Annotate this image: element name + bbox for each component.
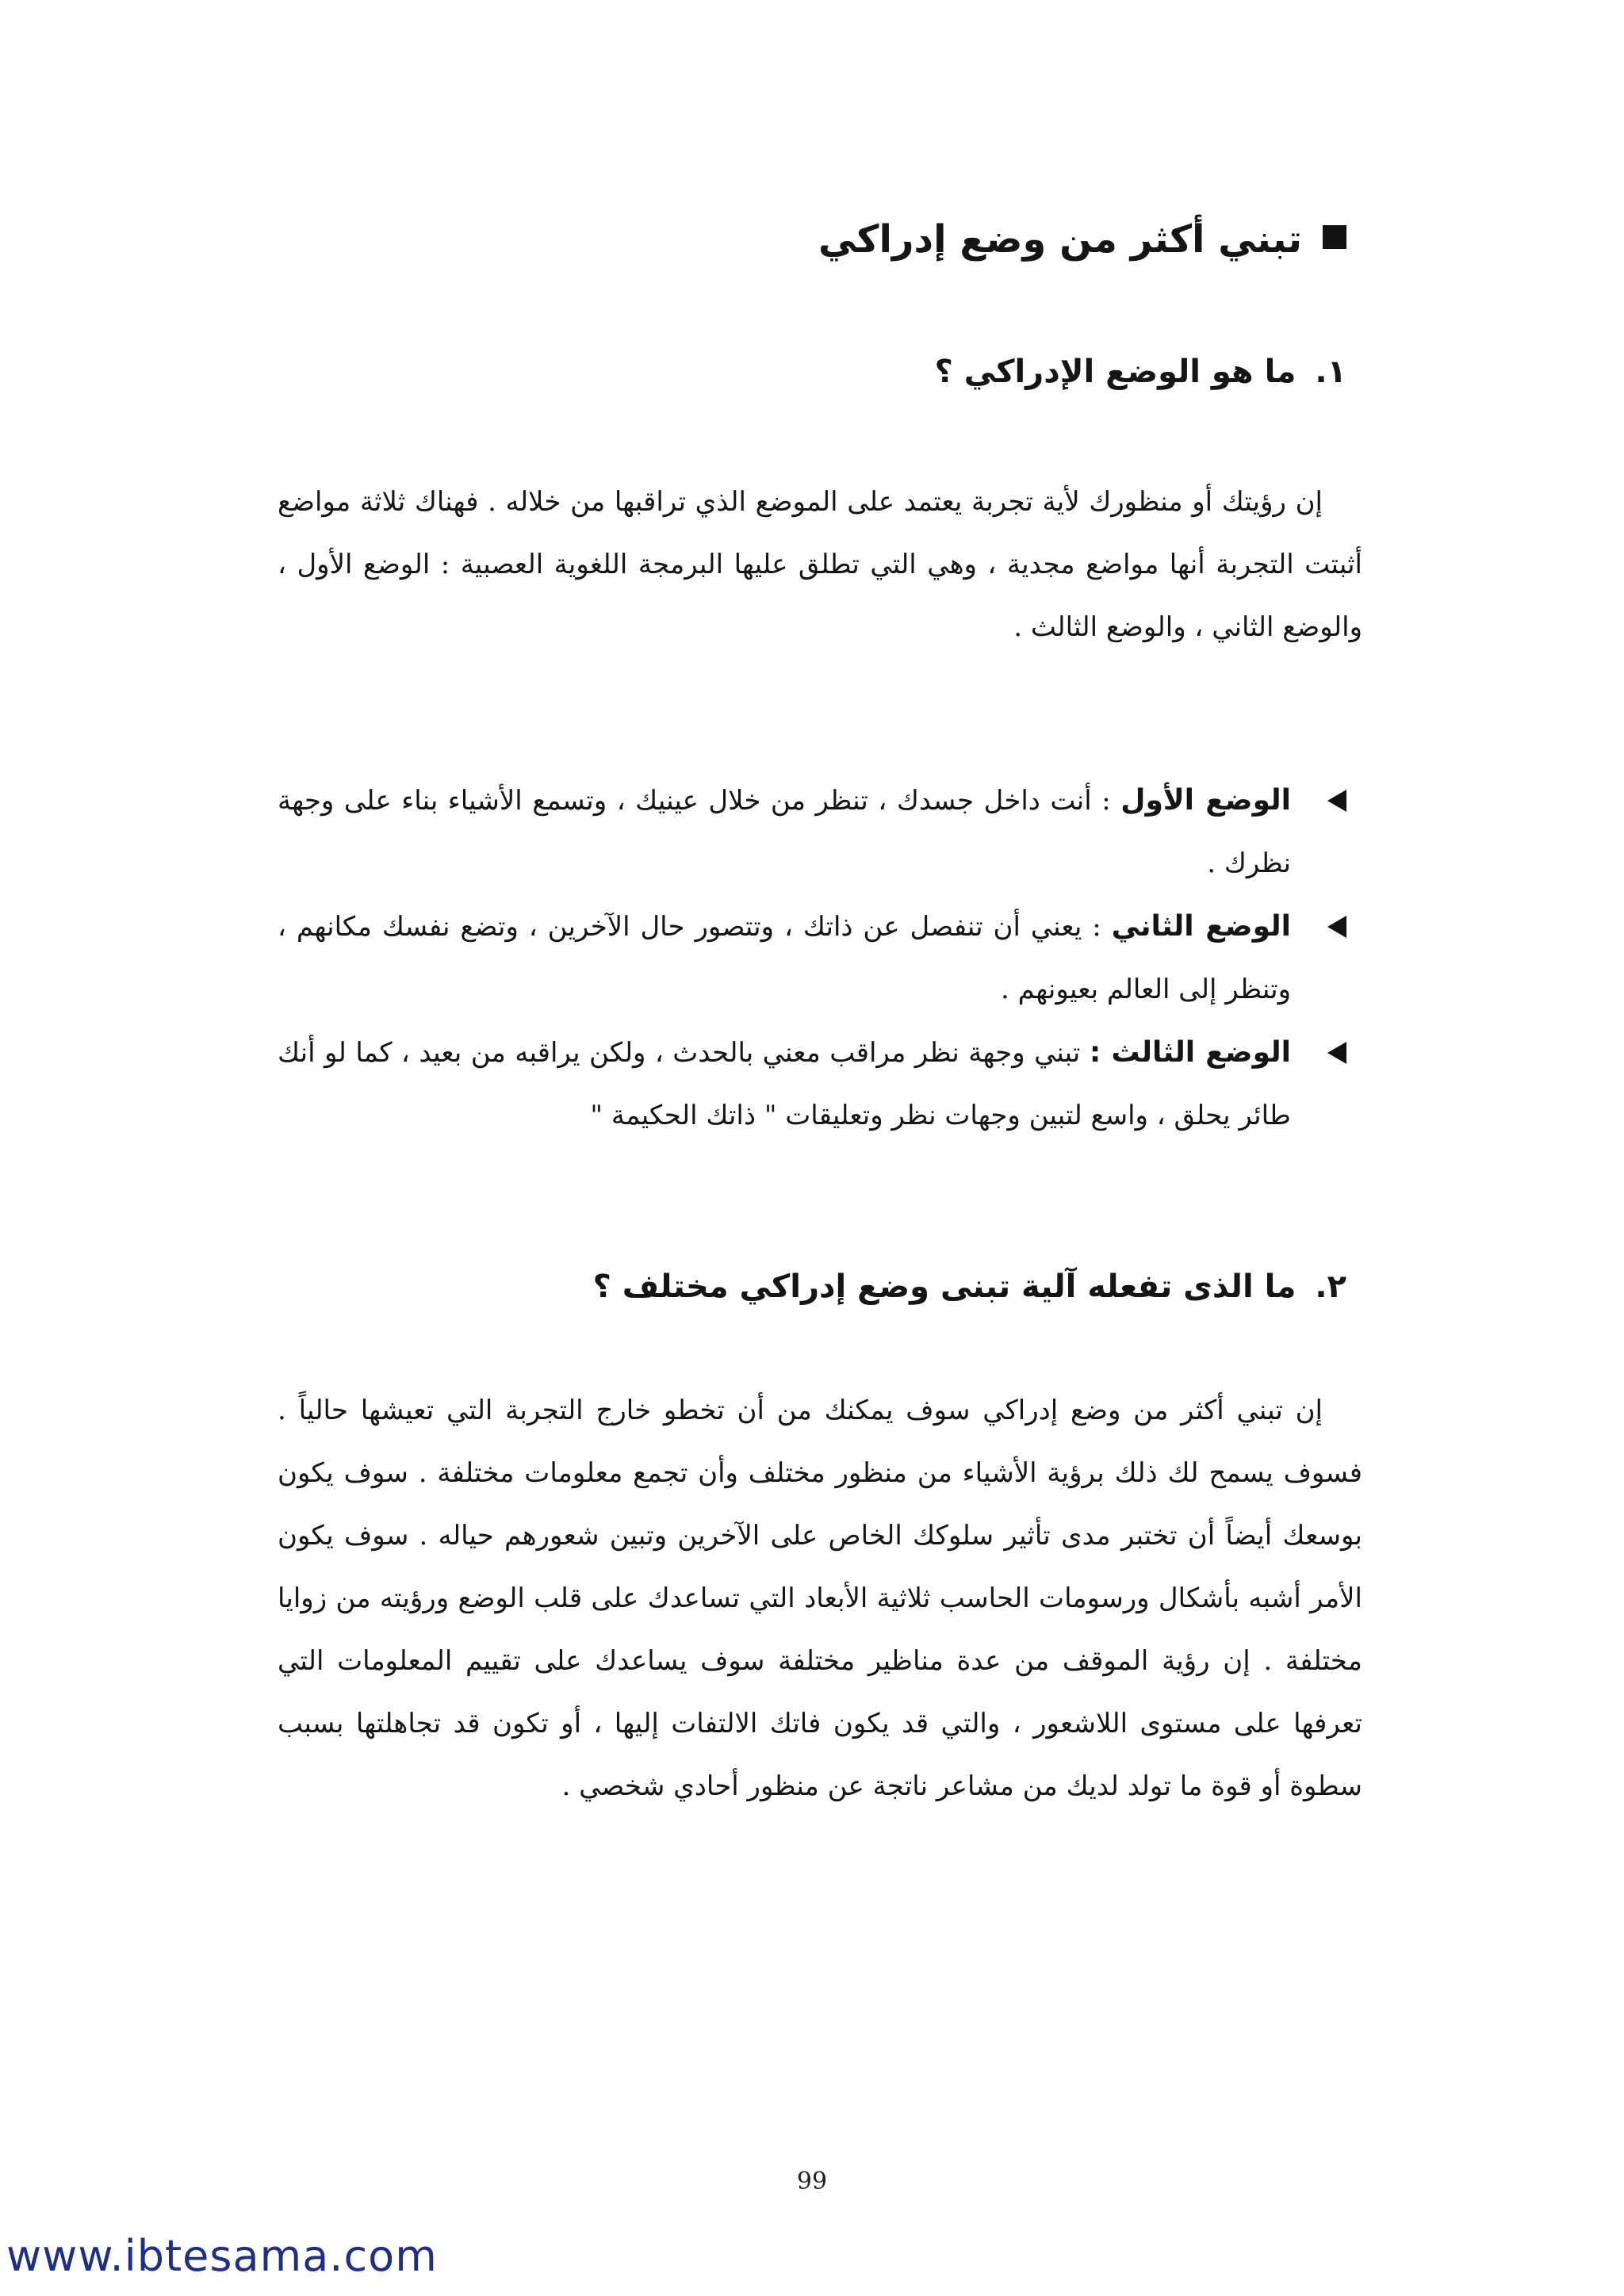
watermark-url: www.ibtesama.com [6,2231,438,2281]
page-number: 99 [796,2168,828,2195]
paragraph-2-text: إن تبني أكثر من وضع إدراكي سوف يمكنك من أن تخطو خارج التجربة التي تعيشها حالياً . فسوف يسمح لك ذلك برؤية الأشياء من منظور مختلف وأن تجمع معلومات مختلفة . سوف يكون بوسعك أيضاً أن تختبر مدى تأثير سلوكك الخاص على الآخرين وتبين شعورهم حياله . سوف يكون الأمر أشبه بأشكال ورسومات الحاسب ثلاثية الأبعاد التي تساعدك على قلب الوضع ورؤيته من زوايا مختلفة . إن رؤية الموقف من عدة مناظير مختلفة سوف يساعدك على تقييم المعلومات التي تعرفها على مستوى اللاشعور ، والتي قد يكون فاتك الالتفات إليها ، أو تكون قد تجاهلتها بسبب سطوة أو قوة ما تولد لديك من مشاعر ناتجة عن منظور أحادي شخصي . [278,1395,1362,1802]
paragraph-1-text: إن رؤيتك أو منظورك لأية تجربة يعتمد على الموضع الذي تراقبها من خلاله . فهناك ثلاثة مواضع أثبتت التجربة أنها مواضع مجدية ، وهي التي تطلق عليها البرمجة اللغوية العصبية : الوضع الأول ، والوضع الثاني ، والوضع الثالث . [278,486,1362,643]
list-item-first-position [278,769,1346,895]
paragraph-2 [278,1380,1362,1818]
triangle-bullet-icon [1327,790,1346,812]
question-heading-2 [236,1259,1346,1314]
list-item-third-position [278,1021,1346,1147]
bullet-term: الوضع الثاني [1111,910,1291,943]
question-number-2: ٢. [1315,1269,1346,1305]
perceptual-positions-list [278,769,1346,1147]
question-title-1: ما هو الوضع الإدراكي ؟ [934,354,1297,390]
bullet-text: : أنت داخل جسدك ، تنظر من خلال عينيك ، وتسمع الأشياء بناء على وجهة نظرك . [278,785,1291,879]
triangle-bullet-icon [1327,1042,1346,1064]
section-heading [474,208,1346,271]
section-heading-text: تبني أكثر من وضع إدراكي [818,217,1302,262]
question-heading-1 [236,344,1346,400]
square-bullet-icon [1323,225,1346,249]
bullet-term: الوضع الأول [1120,784,1291,817]
bullet-text: : يعني أن تنفصل عن ذاتك ، وتتصور حال الآخرين ، وتضع نفسك مكانهم ، وتنظر إلى العالم بعيونهم . [278,911,1291,1005]
question-title-2: ما الذى تفعله آلية تبنى وضع إدراكي مختلف ؟ [592,1269,1297,1305]
bullet-text: تبني وجهة نظر مراقب معني بالحدث ، ولكن يراقبه من بعيد ، كما لو أنك طائر يحلق ، واسع لتبين وجهات نظر وتعليقات " ذاتك الحكيمة " [278,1037,1291,1131]
triangle-bullet-icon [1327,916,1346,938]
list-item-second-position [278,895,1346,1021]
bullet-term: الوضع الثالث : [1089,1036,1291,1069]
question-number-1: ١. [1315,354,1346,390]
paragraph-1 [278,471,1362,659]
